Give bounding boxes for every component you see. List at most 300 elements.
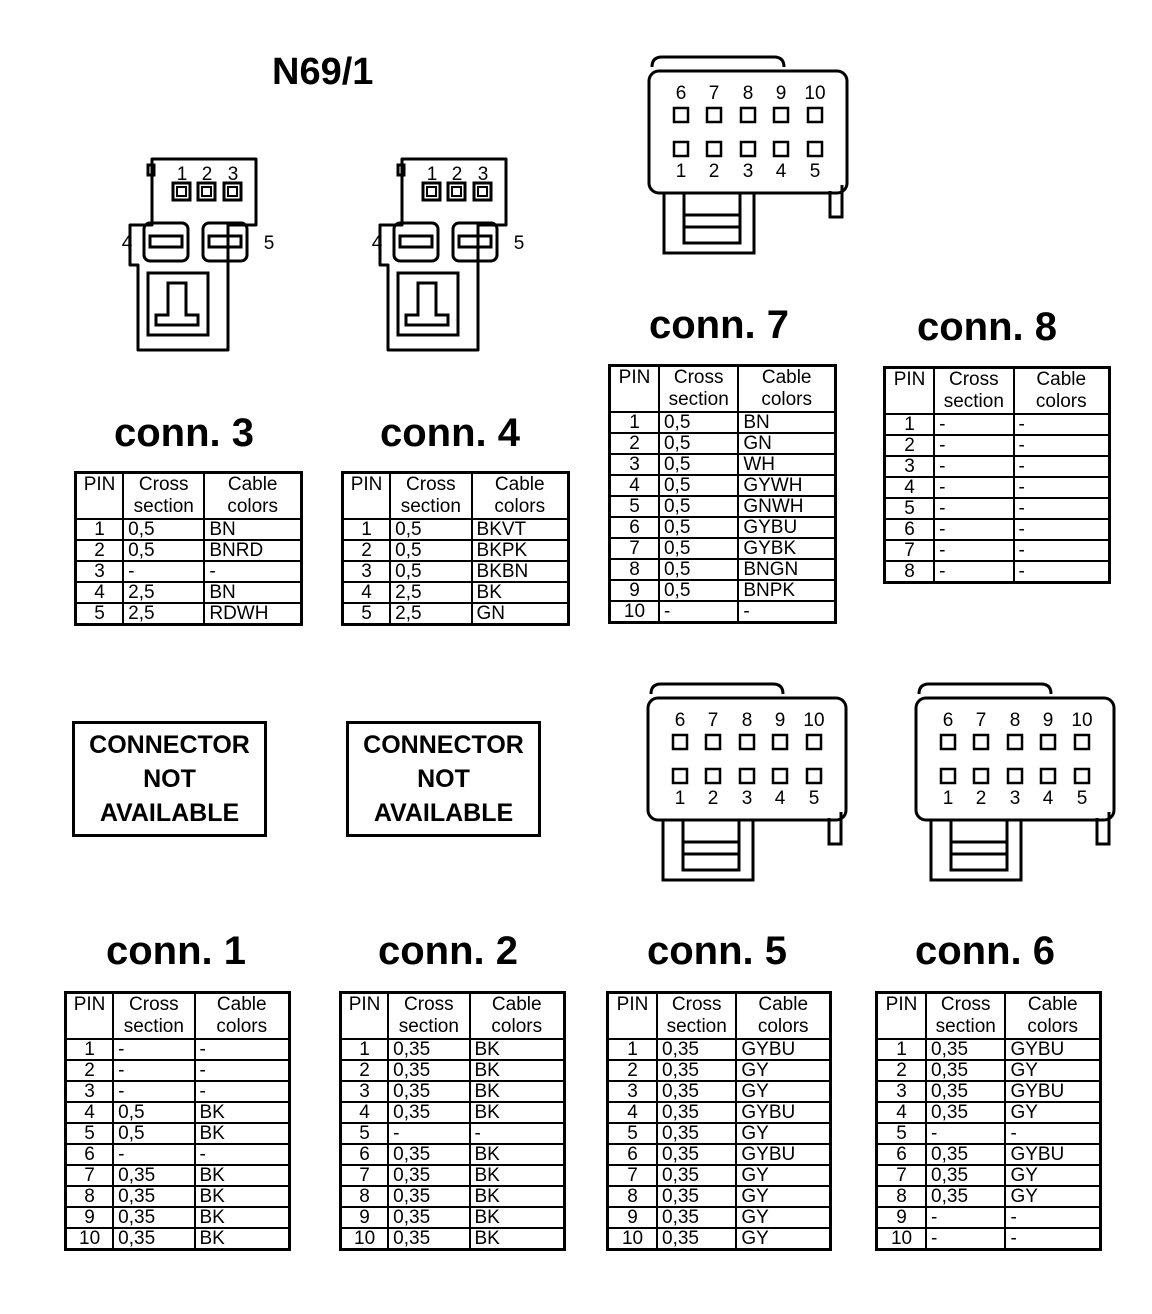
cross-section-value: 0,35 [388, 1186, 469, 1207]
pin-socket [674, 108, 688, 122]
pin-label: 1 [674, 788, 686, 809]
pin-label: 7 [707, 710, 719, 731]
table-row [343, 603, 569, 625]
cross-section-value: 0,5 [390, 561, 471, 582]
pin-number: 8 [341, 1186, 389, 1207]
table-row [877, 1081, 1101, 1102]
side-latch [830, 185, 842, 217]
pin-number: 4 [877, 1102, 927, 1123]
table-header-row [343, 473, 569, 520]
table-row [885, 456, 1110, 477]
pin-label: 5 [1076, 788, 1088, 809]
pin-number: 10 [341, 1228, 389, 1250]
pin-number: 2 [610, 433, 659, 454]
cable-color-value: WH [738, 454, 835, 475]
pin-number: 5 [885, 498, 935, 519]
pin-label: 10 [803, 710, 825, 731]
cable-color-value: - [1014, 456, 1110, 477]
pin-number: 2 [885, 435, 935, 456]
cable-color-value: GYBU [1005, 1039, 1100, 1060]
pin-label: 7 [975, 710, 987, 731]
cable-color-value: BK [470, 1186, 565, 1207]
pin-socket [1075, 735, 1089, 749]
pin-label: 7 [708, 83, 720, 104]
blade-slot [150, 236, 182, 247]
table-row [341, 1186, 565, 1207]
cross-section-value: 0,5 [659, 580, 738, 601]
pin-label-side: 4 [121, 233, 133, 254]
cross-section-value: 0,35 [388, 1081, 469, 1102]
cross-section-value: 0,35 [657, 1165, 736, 1186]
table-row [66, 1144, 290, 1165]
pin-number: 3 [66, 1081, 114, 1102]
table-row [66, 1186, 290, 1207]
table-row [877, 1186, 1101, 1207]
header-cable-colors: Cable colors [738, 366, 835, 413]
pin-number: 8 [610, 559, 659, 580]
pin-label: 6 [942, 710, 954, 731]
conn6-pin-table [875, 991, 1102, 1251]
pin-number: 9 [608, 1207, 658, 1228]
cross-section-value: 0,35 [113, 1228, 194, 1250]
table-row [885, 498, 1110, 519]
table-row [877, 1102, 1101, 1123]
cross-section-value: 0,35 [657, 1144, 736, 1165]
pin-socket [673, 769, 687, 783]
pin-socket [773, 769, 787, 783]
cross-section-value: - [934, 414, 1013, 435]
pin-number: 6 [877, 1144, 927, 1165]
cable-color-value: GYBU [736, 1144, 830, 1165]
pin-number: 6 [885, 519, 935, 540]
cross-section-value: 0,35 [388, 1228, 469, 1250]
cable-color-value: GYBU [736, 1039, 830, 1060]
cable-color-value: - [738, 601, 835, 623]
table-row [608, 1123, 831, 1144]
cross-section-value: - [934, 540, 1013, 561]
pin-number: 7 [341, 1165, 389, 1186]
pin-label: 3 [742, 161, 754, 182]
pin-label: 1 [942, 788, 954, 809]
na-line-1: CONNECTOR [363, 731, 524, 759]
pin-label: 5 [809, 161, 821, 182]
header-cross-section: Cross section [390, 473, 471, 520]
pin-socket-inner [177, 187, 186, 196]
cable-color-value: GY [1005, 1102, 1100, 1123]
pin-number: 3 [608, 1081, 658, 1102]
pin-socket-inner [452, 187, 461, 196]
cross-section-value: 0,35 [657, 1207, 736, 1228]
cable-color-value: - [1014, 498, 1110, 519]
cross-section-value: - [926, 1123, 1005, 1144]
cross-section-value: - [934, 498, 1013, 519]
table-row [343, 582, 569, 603]
table-row [66, 1060, 290, 1081]
table-row [608, 1165, 831, 1186]
pin-label: 2 [201, 164, 213, 185]
conn3-pin-table [74, 471, 303, 626]
cable-color-value: GY [736, 1207, 830, 1228]
pin-number: 2 [76, 540, 124, 561]
pin-socket [706, 735, 720, 749]
cross-section-value: 0,35 [657, 1102, 736, 1123]
cross-section-value: 0,35 [388, 1165, 469, 1186]
pin-socket [740, 735, 754, 749]
cross-section-value: 0,35 [657, 1081, 736, 1102]
conn1-title: conn. 1 [106, 929, 247, 973]
pin-label: 1 [176, 164, 188, 185]
locking-window [684, 193, 740, 243]
cable-color-value: BK [195, 1228, 290, 1250]
header-pin: PIN [66, 993, 114, 1040]
cross-section-value: - [934, 435, 1013, 456]
pin-number: 3 [610, 454, 659, 475]
pin-number: 4 [608, 1102, 658, 1123]
pin-number: 6 [610, 517, 659, 538]
cross-section-value: 0,35 [113, 1186, 194, 1207]
table-row [610, 433, 836, 454]
pin-label: 10 [804, 83, 826, 104]
conn2-pin-table [339, 991, 566, 1251]
header-pin: PIN [343, 473, 391, 520]
cable-color-value: GYBK [738, 538, 835, 559]
header-cable-colors: Cable colors [204, 473, 301, 520]
cable-color-value: BNGN [738, 559, 835, 580]
pin-socket [741, 142, 755, 156]
pin-number: 1 [66, 1039, 114, 1060]
pin-label: 3 [741, 788, 753, 809]
pin-socket [774, 108, 788, 122]
pin-socket [807, 769, 821, 783]
cross-section-value: 0,35 [113, 1165, 194, 1186]
pin-socket [1008, 769, 1022, 783]
pin-label: 2 [707, 788, 719, 809]
pin-label: 1 [426, 164, 438, 185]
table-row [877, 1039, 1101, 1060]
pin-socket-small [474, 183, 491, 200]
cross-section-value: - [113, 1144, 194, 1165]
cross-section-value: 0,35 [926, 1081, 1005, 1102]
table-row [610, 412, 836, 433]
table-row [66, 1039, 290, 1060]
pin-label: 3 [1009, 788, 1021, 809]
pin-label-side: 5 [263, 233, 275, 254]
table-row [341, 1228, 565, 1250]
pin-number: 8 [885, 561, 935, 583]
pin-socket [1075, 769, 1089, 783]
cross-section-value: 0,35 [113, 1207, 194, 1228]
table-row [885, 477, 1110, 498]
cross-section-value: 0,35 [657, 1060, 736, 1081]
cable-color-value: BK [195, 1186, 290, 1207]
cable-color-value: - [195, 1060, 290, 1081]
cross-section-value: 0,5 [123, 540, 204, 561]
header-cross-section: Cross section [388, 993, 469, 1040]
cable-color-value: BK [195, 1207, 290, 1228]
pin-number: 6 [608, 1144, 658, 1165]
pin-socket-inner [228, 187, 237, 196]
side-latch [829, 812, 841, 844]
table-row [877, 1207, 1101, 1228]
main-title: N69/1 [272, 51, 374, 93]
table-row [885, 519, 1110, 540]
cable-color-value: GY [1005, 1186, 1100, 1207]
cable-color-value: - [1014, 414, 1110, 435]
table-row [877, 1144, 1101, 1165]
table-row [76, 582, 302, 603]
pin-socket [707, 108, 721, 122]
header-cable-colors: Cable colors [472, 473, 569, 520]
pin-number: 5 [608, 1123, 658, 1144]
table-row [610, 496, 836, 517]
table-row [885, 540, 1110, 561]
cable-color-value: GYBU [738, 517, 835, 538]
pin-number: 1 [877, 1039, 927, 1060]
conn4-pin-table [341, 471, 570, 626]
cross-section-value: 2,5 [123, 582, 204, 603]
cable-color-value: - [1014, 477, 1110, 498]
cable-color-value: - [1014, 435, 1110, 456]
pin-label: 6 [675, 83, 687, 104]
pin-label: 3 [477, 164, 489, 185]
cable-color-value: BK [470, 1165, 565, 1186]
table-row [608, 1207, 831, 1228]
pin-socket [807, 735, 821, 749]
cable-color-value: - [195, 1039, 290, 1060]
table-row [610, 454, 836, 475]
conn4-title: conn. 4 [380, 411, 521, 455]
pin-socket-small [198, 183, 215, 200]
cross-section-value: 0,5 [659, 475, 738, 496]
na-line-2: NOT [417, 765, 470, 793]
cross-section-value: 0,35 [388, 1207, 469, 1228]
blade-slot [400, 236, 432, 247]
cable-color-value: BK [195, 1102, 290, 1123]
pin-number: 8 [608, 1186, 658, 1207]
pin-label: 3 [227, 164, 239, 185]
pin-label: 8 [742, 83, 754, 104]
cable-color-value: BNRD [204, 540, 301, 561]
connector-top-shell [919, 684, 1051, 694]
pin-number: 4 [885, 477, 935, 498]
pin-label: 4 [1042, 788, 1054, 809]
blade-slot [209, 236, 241, 247]
cable-color-value: - [1014, 519, 1110, 540]
cable-color-value: BN [204, 519, 301, 540]
table-row [608, 1186, 831, 1207]
table-row [66, 1081, 290, 1102]
cross-section-value: - [113, 1039, 194, 1060]
pin-number: 5 [76, 603, 124, 625]
header-cable-colors: Cable colors [1005, 993, 1100, 1040]
na-line-3: AVAILABLE [99, 799, 240, 827]
pin-label: 4 [775, 161, 787, 182]
table-row [76, 540, 302, 561]
table-row [610, 538, 836, 559]
cable-color-value: GY [736, 1228, 830, 1250]
header-cross-section: Cross section [123, 473, 204, 520]
cable-color-value: BK [470, 1228, 565, 1250]
table-row [341, 1102, 565, 1123]
pin-label: 2 [451, 164, 463, 185]
connector-top-shell [651, 684, 783, 694]
header-pin: PIN [341, 993, 389, 1040]
pin-socket [941, 735, 955, 749]
cable-color-value: BK [470, 1081, 565, 1102]
cross-section-value: - [934, 519, 1013, 540]
locking-clip [156, 283, 198, 325]
locking-clip [406, 283, 448, 325]
cable-color-value: GY [736, 1165, 830, 1186]
pin-label: 8 [741, 710, 753, 731]
header-cross-section: Cross section [657, 993, 736, 1040]
cross-section-value: 2,5 [123, 603, 204, 625]
pin-number: 5 [877, 1123, 927, 1144]
cable-color-value: BN [204, 582, 301, 603]
table-row [66, 1207, 290, 1228]
cross-section-value: - [113, 1081, 194, 1102]
cable-color-value: GN [738, 433, 835, 454]
na-line-1: CONNECTOR [89, 731, 250, 759]
pin-socket [741, 108, 755, 122]
pin-socket [674, 142, 688, 156]
cross-section-value: 0,5 [659, 412, 738, 433]
pin-number: 3 [877, 1081, 927, 1102]
cross-section-value: 0,5 [123, 519, 204, 540]
table-row [885, 561, 1110, 583]
cable-color-value: BKVT [472, 519, 569, 540]
table-row [341, 1123, 565, 1144]
pin-number: 8 [66, 1186, 114, 1207]
pin-number: 1 [341, 1039, 389, 1060]
cross-section-value: 0,35 [926, 1144, 1005, 1165]
cross-section-value: 0,35 [657, 1123, 736, 1144]
pin-number: 1 [608, 1039, 658, 1060]
cable-color-value: BK [470, 1207, 565, 1228]
cable-color-value: BK [470, 1144, 565, 1165]
pin-socket-small [448, 183, 465, 200]
pin-label: 6 [674, 710, 686, 731]
table-row [610, 601, 836, 623]
locking-window [951, 820, 1007, 870]
table-row [76, 561, 302, 582]
cross-section-value: 0,5 [390, 540, 471, 561]
pin-label: 2 [975, 788, 987, 809]
pin-socket [808, 108, 822, 122]
pin-socket [1041, 735, 1055, 749]
cable-color-value: - [195, 1144, 290, 1165]
cross-section-value: - [388, 1123, 469, 1144]
pin-number: 5 [343, 603, 391, 625]
cable-color-value: GY [736, 1060, 830, 1081]
conn1-pin-table [64, 991, 291, 1251]
pin-number: 10 [66, 1228, 114, 1250]
cross-section-value: 0,5 [113, 1102, 194, 1123]
pin-socket [974, 735, 988, 749]
table-row [877, 1123, 1101, 1144]
conn7-pin-table [608, 364, 837, 624]
pin-number: 4 [341, 1102, 389, 1123]
pin-number: 2 [877, 1060, 927, 1081]
pin-number: 10 [608, 1228, 658, 1250]
cross-section-value: - [926, 1228, 1005, 1250]
table-row [885, 414, 1110, 435]
cross-section-value: 0,35 [926, 1039, 1005, 1060]
pin-socket [774, 142, 788, 156]
pin-number: 4 [343, 582, 391, 603]
cross-section-value: 0,35 [926, 1060, 1005, 1081]
cross-section-value: - [123, 561, 204, 582]
table-row [341, 1060, 565, 1081]
cable-color-value: - [470, 1123, 565, 1144]
cable-color-value: BK [470, 1039, 565, 1060]
cross-section-value: 2,5 [390, 582, 471, 603]
cross-section-value: 0,35 [388, 1102, 469, 1123]
pin-socket [773, 735, 787, 749]
pin-number: 9 [66, 1207, 114, 1228]
connector-5pin-drawing-conn4 [368, 155, 533, 355]
cross-section-value: 0,35 [388, 1060, 469, 1081]
pin-socket [808, 142, 822, 156]
connector-10pin-drawing-conn7 [644, 55, 854, 265]
cross-section-value: 0,5 [659, 433, 738, 454]
table-header-row [608, 993, 831, 1040]
pin-number: 7 [877, 1165, 927, 1186]
table-header-row [341, 993, 565, 1040]
connector-top-shell [652, 57, 784, 67]
pin-socket [1041, 769, 1055, 783]
pin-socket [706, 769, 720, 783]
pin-label: 9 [774, 710, 786, 731]
pin-label: 10 [1071, 710, 1093, 731]
table-row [343, 561, 569, 582]
header-cross-section: Cross section [659, 366, 738, 413]
pin-number: 2 [343, 540, 391, 561]
pin-number: 7 [610, 538, 659, 559]
pin-label-side: 5 [513, 233, 525, 254]
pin-socket-inner [202, 187, 211, 196]
conn8-title: conn. 8 [917, 305, 1058, 349]
cable-color-value: BK [472, 582, 569, 603]
cable-color-value: GYBU [1005, 1144, 1100, 1165]
table-row [877, 1228, 1101, 1250]
cable-color-value: BNPK [738, 580, 835, 601]
cross-section-value: 0,5 [113, 1123, 194, 1144]
connector-10pin-drawing-conn6 [911, 682, 1121, 892]
table-row [76, 603, 302, 625]
cross-section-value: 0,35 [657, 1039, 736, 1060]
cross-section-value: - [659, 601, 738, 623]
pin-number: 7 [885, 540, 935, 561]
cable-color-value: GYWH [738, 475, 835, 496]
cross-section-value: 0,5 [659, 517, 738, 538]
pin-number: 1 [885, 414, 935, 435]
pin-number: 7 [608, 1165, 658, 1186]
pin-socket [1008, 735, 1022, 749]
pin-number: 3 [885, 456, 935, 477]
header-pin: PIN [877, 993, 927, 1040]
pin-number: 9 [610, 580, 659, 601]
cross-section-value: 0,35 [926, 1186, 1005, 1207]
cable-color-value: GNWH [738, 496, 835, 517]
cable-color-value: GYBU [736, 1102, 830, 1123]
cross-section-value: 0,5 [659, 538, 738, 559]
table-row [877, 1060, 1101, 1081]
cable-color-value: - [1014, 561, 1110, 583]
table-row [343, 519, 569, 540]
table-row [341, 1144, 565, 1165]
pin-socket-inner [478, 187, 487, 196]
